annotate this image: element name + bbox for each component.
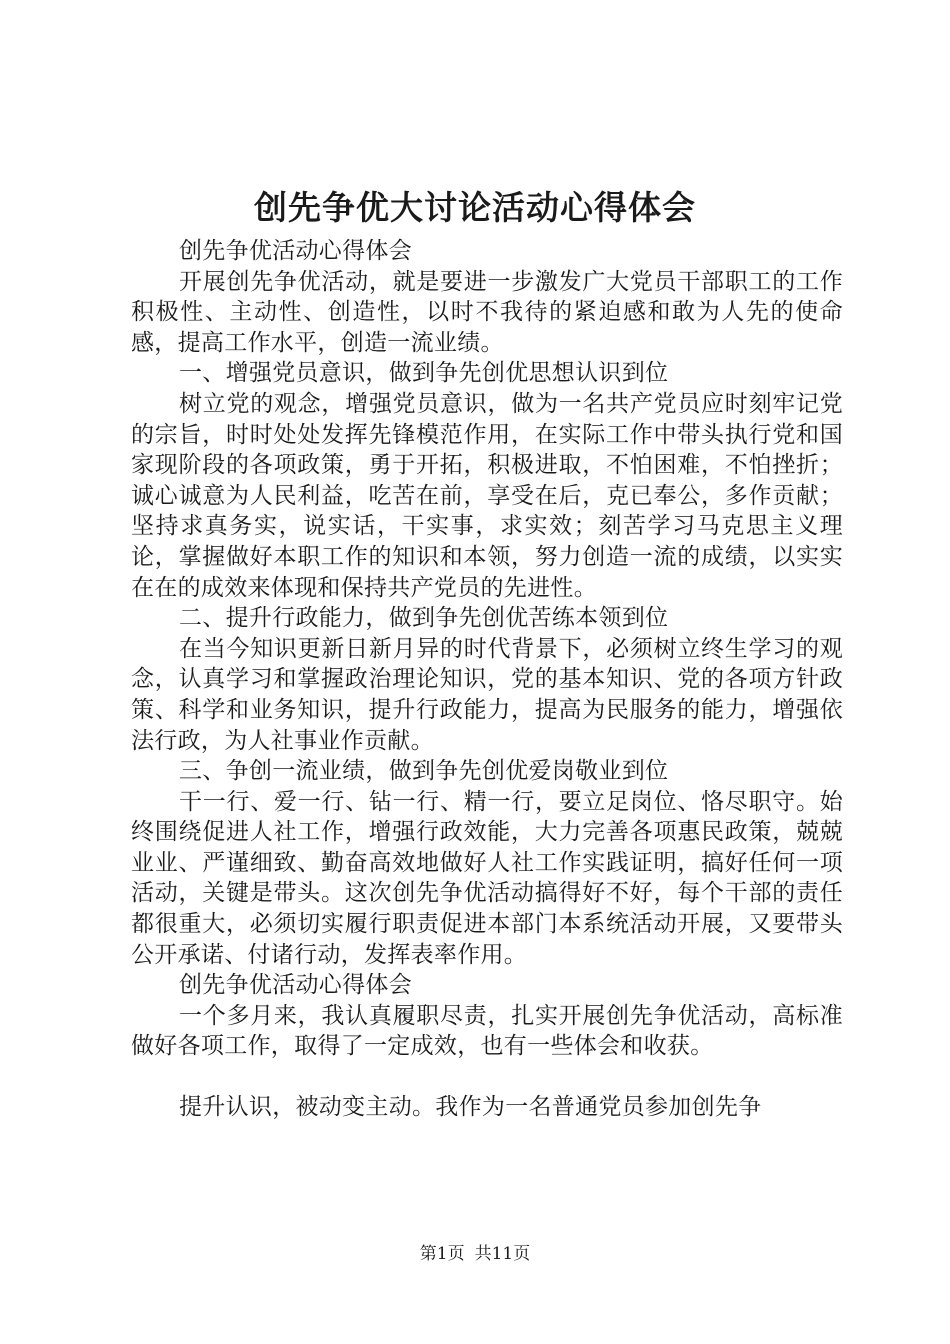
paragraph-subtitle-2: 创先争优活动心得体会 bbox=[179, 972, 412, 999]
page-footer bbox=[0, 1243, 950, 1265]
section-heading-1: 一、增强党员意识，做到争先创优思想认识到位 bbox=[179, 360, 669, 387]
section-heading-3: 三、争创一流业绩，做到争先创优爱岗敬业到位 bbox=[179, 758, 669, 785]
paragraph-intro: 开展创先争优活动，就是要进一步激发广大党员干部职工的工作积极性、主动性、创造性，以时不我待的紧迫感和敢为人先的使命感，提高工作水平，创造一流业绩。 bbox=[131, 268, 843, 356]
paragraph-section-3: 干一行、爱一行、钻一行、精一行，要立足岗位、恪尽职守。始终围绕促进人社工作，增强行政效能，大力完善各项惠民政策，兢兢业业、严谨细致、勤奋高效地做好人社工作实践证明，搞好任何一项活动，关键是带头。这次创先争优活动搞得好不好，每个干部的责任都很重大，必须切实履行职责促进本部门本系统活动开展，又要带头公开承诺、付诸行动，发挥表率作用。 bbox=[131, 788, 843, 968]
paragraph-experience: 一个多月来，我认真履职尽责，扎实开展创先争优活动，高标准做好各项工作，取得了一定成效，也有一些体会和收获。 bbox=[131, 1002, 843, 1060]
paragraph-section-1: 树立党的观念，增强党员意识，做为一名共产党员应时刻牢记党的宗旨，时时处处发挥先锋模范作用，在实际工作中带头执行党和国家现阶段的各项政策，勇于开拓，积极进取，不怕困难，不怕挫折；诚心诚意为人民利益，吃苦在前，享受在后，克已奉公，多作贡献；坚持求真务实，说实话，干实事，求实效；刻苦学习马克思主义理论，掌握做好本职工作的知识和本领，努力创造一流的成绩，以实实在在的成效来体现和保持共产党员的先进性。 bbox=[131, 390, 843, 601]
section-heading-2: 二、提升行政能力，做到争先创优苦练本领到位 bbox=[179, 605, 669, 632]
paragraph-subtitle-1: 创先争优活动心得体会 bbox=[179, 238, 412, 264]
page-number: 第1页 bbox=[419, 1244, 465, 1264]
paragraph-section-2: 在当今知识更新日新月异的时代背景下，必须树立终生学习的观念，认真学习和掌握政治理论知识，党的基本知识、党的各项方针政策、科学和业务知识，提升行政能力，提高为民服务的能力，增强依法行政，为人社事业作贡献。 bbox=[131, 635, 843, 754]
page-total: 共11页 bbox=[474, 1244, 531, 1264]
paragraph-awareness: 提升认识，被动变主动。我作为一名普通党员参加创先争 bbox=[179, 1094, 762, 1121]
document-body bbox=[131, 236, 843, 1123]
document-title: 创先争优大讨论活动心得体会 bbox=[254, 188, 696, 227]
